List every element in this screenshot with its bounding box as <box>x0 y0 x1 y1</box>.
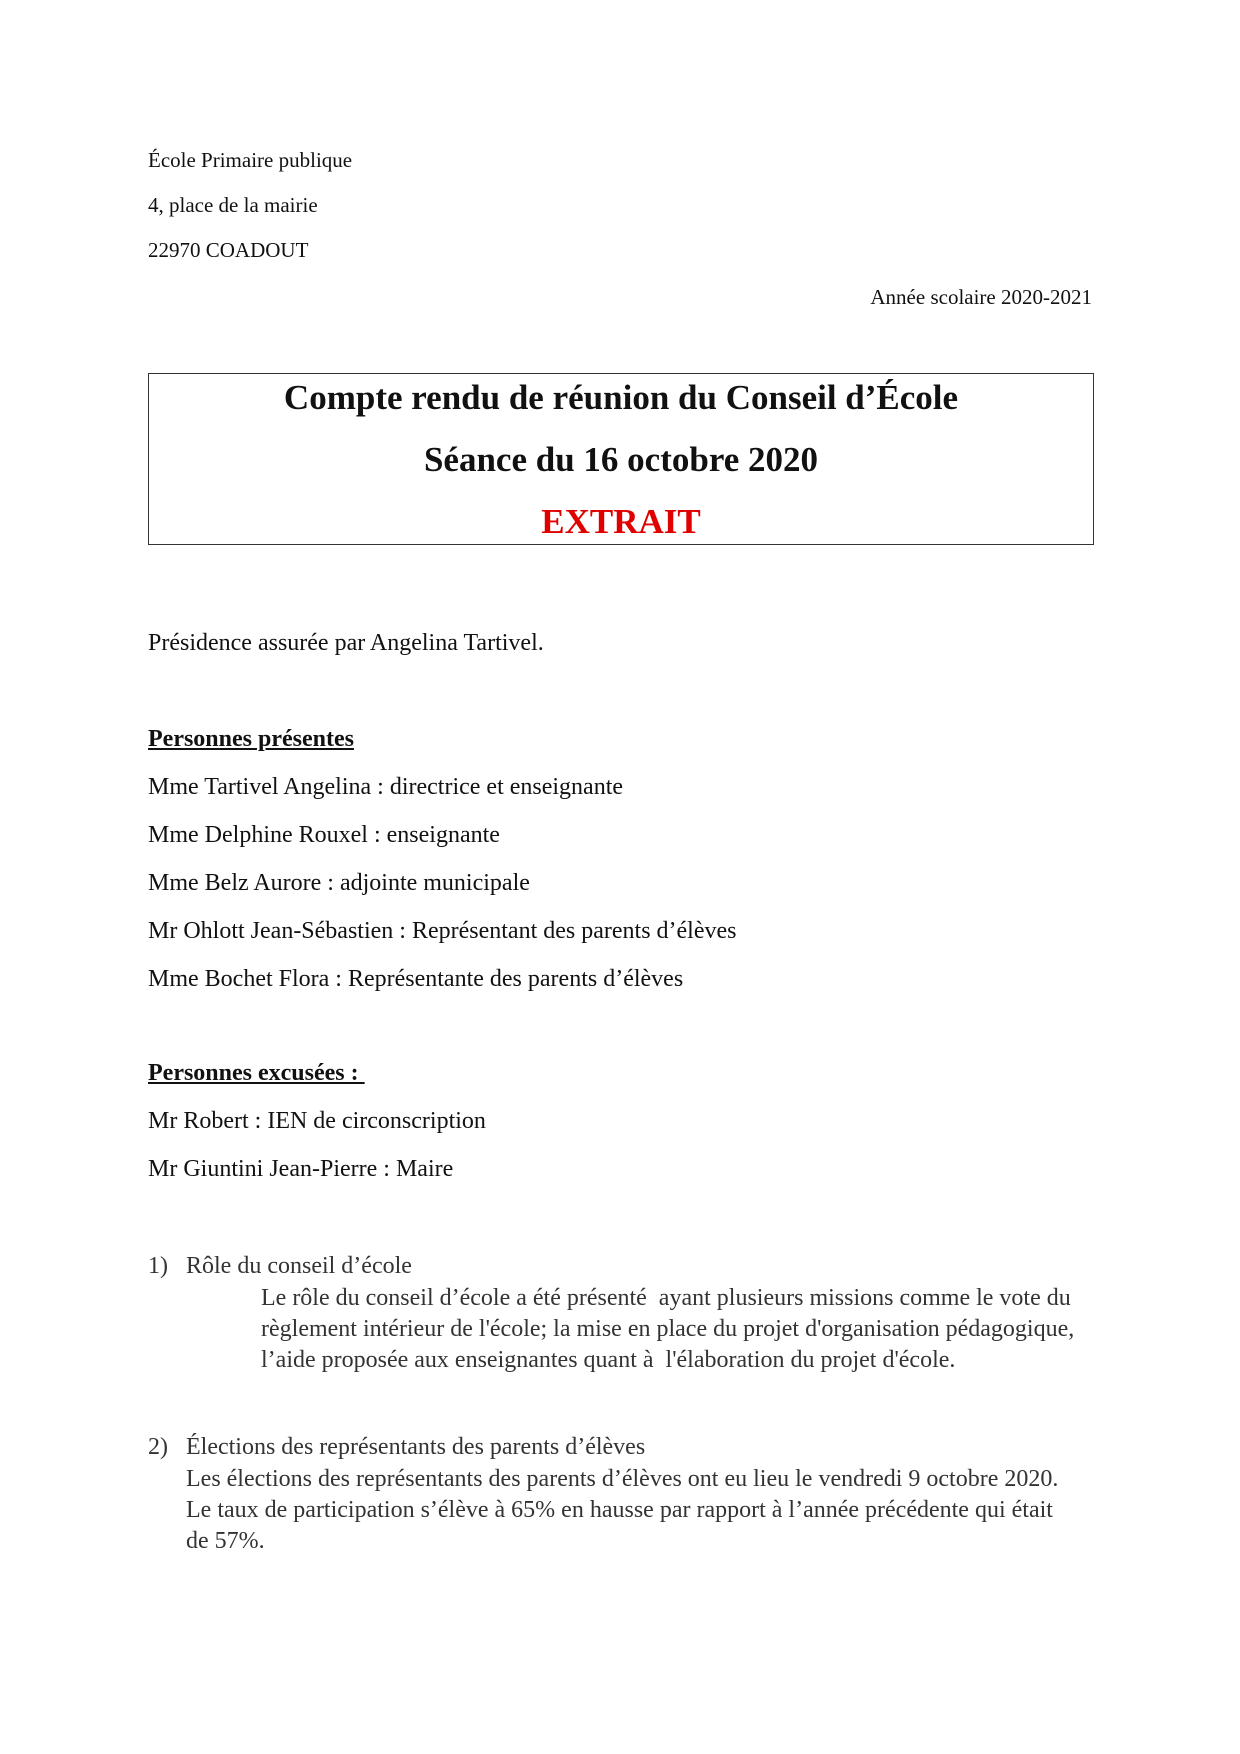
session-date: Séance du 16 octobre 2020 <box>423 440 819 479</box>
item-title: Élections des représentants des parents d’élèves <box>186 1434 646 1460</box>
excused-person: Mr Robert : IEN de circonscription <box>148 1108 486 1134</box>
excused-person: Mr Giuntini Jean-Pierre : Maire <box>148 1156 454 1182</box>
present-person: Mme Delphine Rouxel : enseignante <box>148 822 500 848</box>
school-year: Année scolaire 2020-2021 <box>870 285 1092 309</box>
present-person: Mme Tartivel Angelina : directrice et enseignante <box>148 774 624 800</box>
document-title: Compte rendu de réunion du Conseil d’École <box>283 378 959 417</box>
title-box <box>148 373 1094 545</box>
item-title: Rôle du conseil d’école <box>186 1253 412 1279</box>
present-heading: Personnes présentes <box>148 726 354 752</box>
present-person: Mr Ohlott Jean-Sébastien : Représentant des parents d’élèves <box>148 918 737 944</box>
present-person: Mme Belz Aurore : adjointe municipale <box>148 870 530 896</box>
school-address: 4, place de la mairie <box>148 193 318 217</box>
item-text: Le rôle du conseil d’école a été présenté ayant plusieurs missions comme le vote du règlement intérieur de l'école; la mise en place du projet d'organisation pédagogique, l’aide proposée aux enseignantes quant à l'élaboration du projet d'école. <box>261 1285 1081 1373</box>
excused-heading: Personnes excusées : <box>148 1060 365 1086</box>
item-number: 2) <box>148 1434 168 1460</box>
school-name: École Primaire publique <box>148 148 353 172</box>
school-city: 22970 COADOUT <box>148 238 309 262</box>
extrait-label: EXTRAIT <box>541 502 701 541</box>
present-person: Mme Bochet Flora : Représentante des parents d’élèves <box>148 966 684 992</box>
presidence-line: Présidence assurée par Angelina Tartivel. <box>148 630 544 656</box>
item-number: 1) <box>148 1253 168 1279</box>
item-text: Les élections des représentants des parents d’élèves ont eu lieu le vendredi 9 octobre 2020. Le taux de participation s’élève à 65% en hausse par rapport à l’année précédente qui était de 57%. <box>186 1466 1059 1554</box>
